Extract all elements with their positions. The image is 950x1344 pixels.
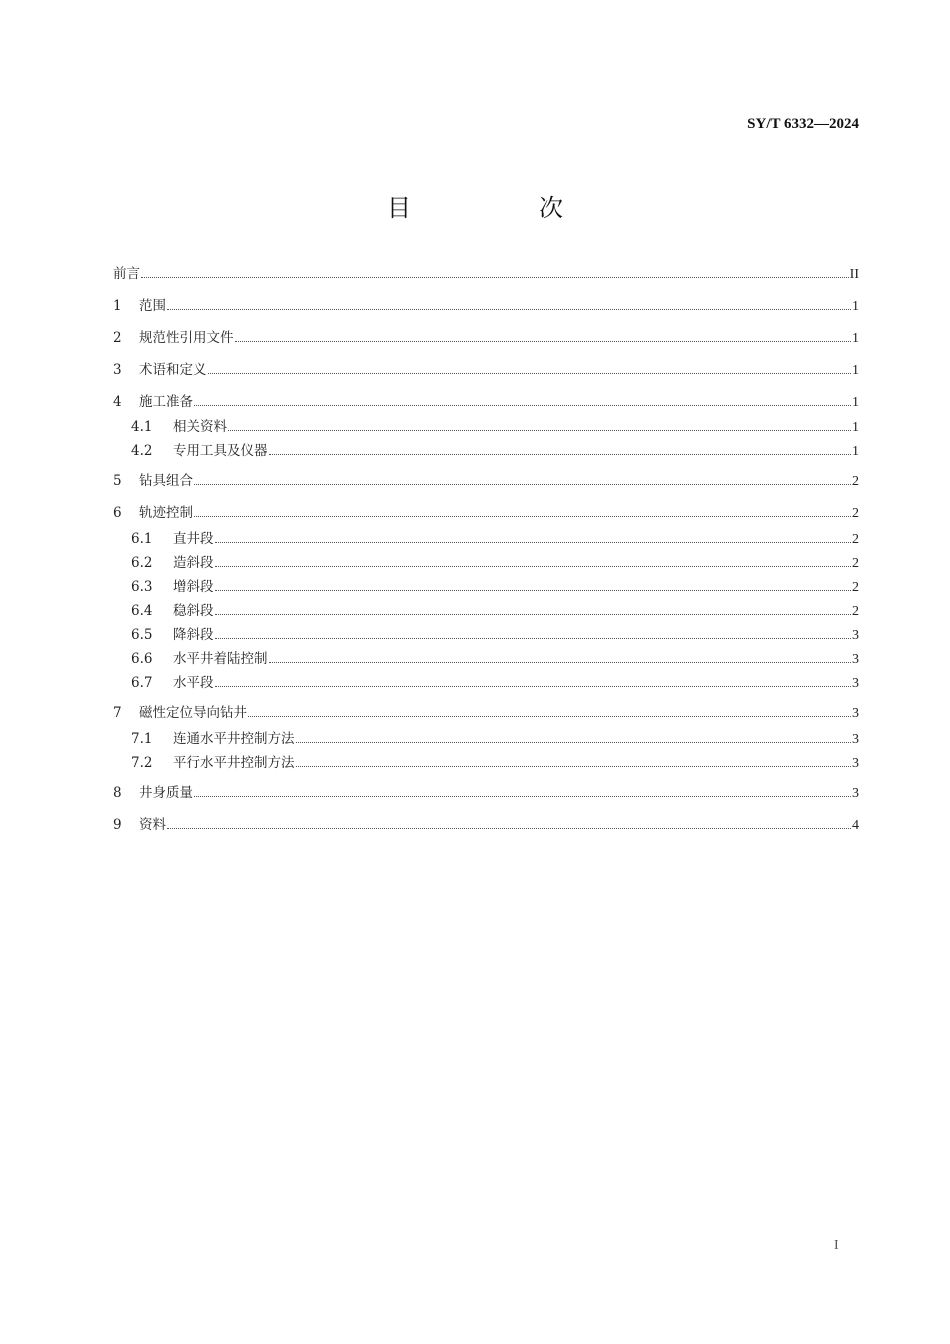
toc-entry-label: 降斜段 bbox=[173, 627, 214, 643]
toc-entry-page: 2 bbox=[852, 474, 859, 489]
toc-leader-dots bbox=[194, 404, 851, 406]
toc-leader-dots bbox=[215, 541, 852, 543]
toc-entry-label: 平行水平井控制方法 bbox=[173, 755, 295, 771]
toc-entry-page: II bbox=[849, 267, 859, 282]
toc-entry-page: 3 bbox=[852, 756, 859, 771]
toc-leader-dots bbox=[215, 565, 852, 567]
toc-entry-number: 4.1 bbox=[131, 419, 153, 435]
toc-leader-dots bbox=[167, 827, 851, 829]
toc-entry-label: 范围 bbox=[139, 298, 166, 314]
toc-entry-number: 6.5 bbox=[131, 627, 153, 643]
toc-leader-dots bbox=[194, 515, 851, 517]
toc-entry-label: 直井段 bbox=[173, 531, 214, 547]
toc-leader-dots bbox=[194, 795, 851, 797]
toc-entry-label: 规范性引用文件 bbox=[139, 330, 234, 346]
toc-entry[interactable] bbox=[131, 553, 859, 573]
toc-leader-dots bbox=[296, 741, 852, 743]
page-number: I bbox=[834, 1238, 839, 1253]
toc-leader-dots bbox=[208, 372, 852, 374]
toc-entry[interactable] bbox=[113, 392, 859, 412]
toc-entry[interactable] bbox=[113, 296, 859, 316]
toc-entry-label: 增斜段 bbox=[173, 579, 214, 595]
toc-leader-dots bbox=[141, 276, 849, 278]
toc-entry-label: 水平段 bbox=[173, 675, 214, 691]
toc-leader-dots bbox=[296, 765, 852, 767]
toc-entry[interactable] bbox=[113, 703, 859, 723]
toc-entry-label: 相关资料 bbox=[173, 419, 227, 435]
toc-entry-label: 轨迹控制 bbox=[139, 505, 193, 521]
toc-entry-number: 6 bbox=[113, 505, 122, 521]
toc-entry-page: 3 bbox=[852, 706, 859, 721]
toc-entry-number: 6.6 bbox=[131, 651, 153, 667]
toc-entry-page: 2 bbox=[852, 604, 859, 619]
toc-entry[interactable] bbox=[131, 417, 859, 437]
toc-leader-dots bbox=[215, 613, 852, 615]
toc-leader-dots bbox=[228, 429, 851, 431]
toc-entry-label: 术语和定义 bbox=[139, 362, 207, 378]
toc-leader-dots bbox=[215, 589, 852, 591]
toc-entry-number: 6.7 bbox=[131, 675, 153, 691]
toc-entry-page: 1 bbox=[852, 299, 859, 314]
toc-entry-page: 3 bbox=[852, 628, 859, 643]
toc-entry-number: 4.2 bbox=[131, 443, 153, 459]
toc-entry-label: 钻具组合 bbox=[139, 473, 193, 489]
toc-entry[interactable] bbox=[113, 503, 859, 523]
toc-entry-number: 7.2 bbox=[131, 755, 153, 771]
toc-entry-number: 6.3 bbox=[131, 579, 153, 595]
toc-entry-page: 3 bbox=[852, 652, 859, 667]
toc-entry[interactable] bbox=[131, 601, 859, 621]
toc-entry[interactable] bbox=[131, 729, 859, 749]
toc-entry-page: 1 bbox=[852, 331, 859, 346]
toc-leader-dots bbox=[269, 661, 852, 663]
toc-leader-dots bbox=[235, 340, 852, 342]
toc-entry-label: 井身质量 bbox=[139, 785, 193, 801]
standard-code: SY/T 6332—2024 bbox=[747, 116, 859, 132]
toc-entry-number: 7.1 bbox=[131, 731, 153, 747]
toc-entry-number: 2 bbox=[113, 330, 122, 346]
toc-entry[interactable] bbox=[113, 264, 859, 284]
toc-entry-page: 1 bbox=[852, 444, 859, 459]
toc-entry-number: 9 bbox=[113, 817, 122, 833]
toc-entry-number: 6.1 bbox=[131, 531, 153, 547]
toc-entry-page: 3 bbox=[852, 786, 859, 801]
toc-entry-number: 8 bbox=[113, 785, 122, 801]
toc-entry[interactable] bbox=[131, 529, 859, 549]
toc-entry-page: 2 bbox=[852, 580, 859, 595]
toc-entry-page: 2 bbox=[852, 532, 859, 547]
toc-entry[interactable] bbox=[131, 649, 859, 669]
toc-entry-number: 6.4 bbox=[131, 603, 153, 619]
toc-entry-label: 稳斜段 bbox=[173, 603, 214, 619]
toc-entry[interactable] bbox=[131, 673, 859, 693]
toc-entry-number: 6.2 bbox=[131, 555, 153, 571]
toc-entry-page: 4 bbox=[852, 818, 859, 833]
toc-entry-page: 2 bbox=[852, 506, 859, 521]
toc-entry[interactable] bbox=[113, 783, 859, 803]
toc-entry-label: 造斜段 bbox=[173, 555, 214, 571]
toc-entry-number: 1 bbox=[113, 298, 122, 314]
toc-entry[interactable] bbox=[131, 625, 859, 645]
toc-entry-page: 3 bbox=[852, 732, 859, 747]
toc-entry-page: 3 bbox=[852, 676, 859, 691]
toc-entry-number: 7 bbox=[113, 705, 122, 721]
toc-entry-label: 水平井着陆控制 bbox=[173, 651, 268, 667]
toc-leader-dots bbox=[167, 308, 851, 310]
toc-entry-label: 前言 bbox=[113, 266, 140, 282]
toc-leader-dots bbox=[194, 483, 851, 485]
toc-entry-label: 资料 bbox=[139, 817, 166, 833]
toc-entry-number: 5 bbox=[113, 473, 122, 489]
toc-entry[interactable] bbox=[113, 815, 859, 835]
toc-entry-page: 1 bbox=[852, 420, 859, 435]
toc-entry[interactable] bbox=[131, 441, 859, 461]
toc-leader-dots bbox=[215, 685, 852, 687]
toc-entry-number: 3 bbox=[113, 362, 122, 378]
toc-title: 目 次 bbox=[387, 194, 615, 222]
toc-entry[interactable] bbox=[113, 471, 859, 491]
toc-leader-dots bbox=[215, 637, 852, 639]
toc-entry-number: 4 bbox=[113, 394, 122, 410]
toc-entry-label: 专用工具及仪器 bbox=[173, 443, 268, 459]
toc-entry[interactable] bbox=[113, 328, 859, 348]
toc-entry[interactable] bbox=[113, 360, 859, 380]
toc-entry-label: 磁性定位导向钻井 bbox=[139, 705, 247, 721]
toc-entry[interactable] bbox=[131, 577, 859, 597]
toc-entry-page: 1 bbox=[852, 363, 859, 378]
toc-leader-dots bbox=[269, 453, 852, 455]
toc-entry-page: 1 bbox=[852, 395, 859, 410]
toc-leader-dots bbox=[248, 715, 851, 717]
toc-entry-page: 2 bbox=[852, 556, 859, 571]
toc-entry-label: 施工准备 bbox=[139, 394, 193, 410]
toc-entry[interactable] bbox=[131, 753, 859, 773]
toc-entry-label: 连通水平井控制方法 bbox=[173, 731, 295, 747]
